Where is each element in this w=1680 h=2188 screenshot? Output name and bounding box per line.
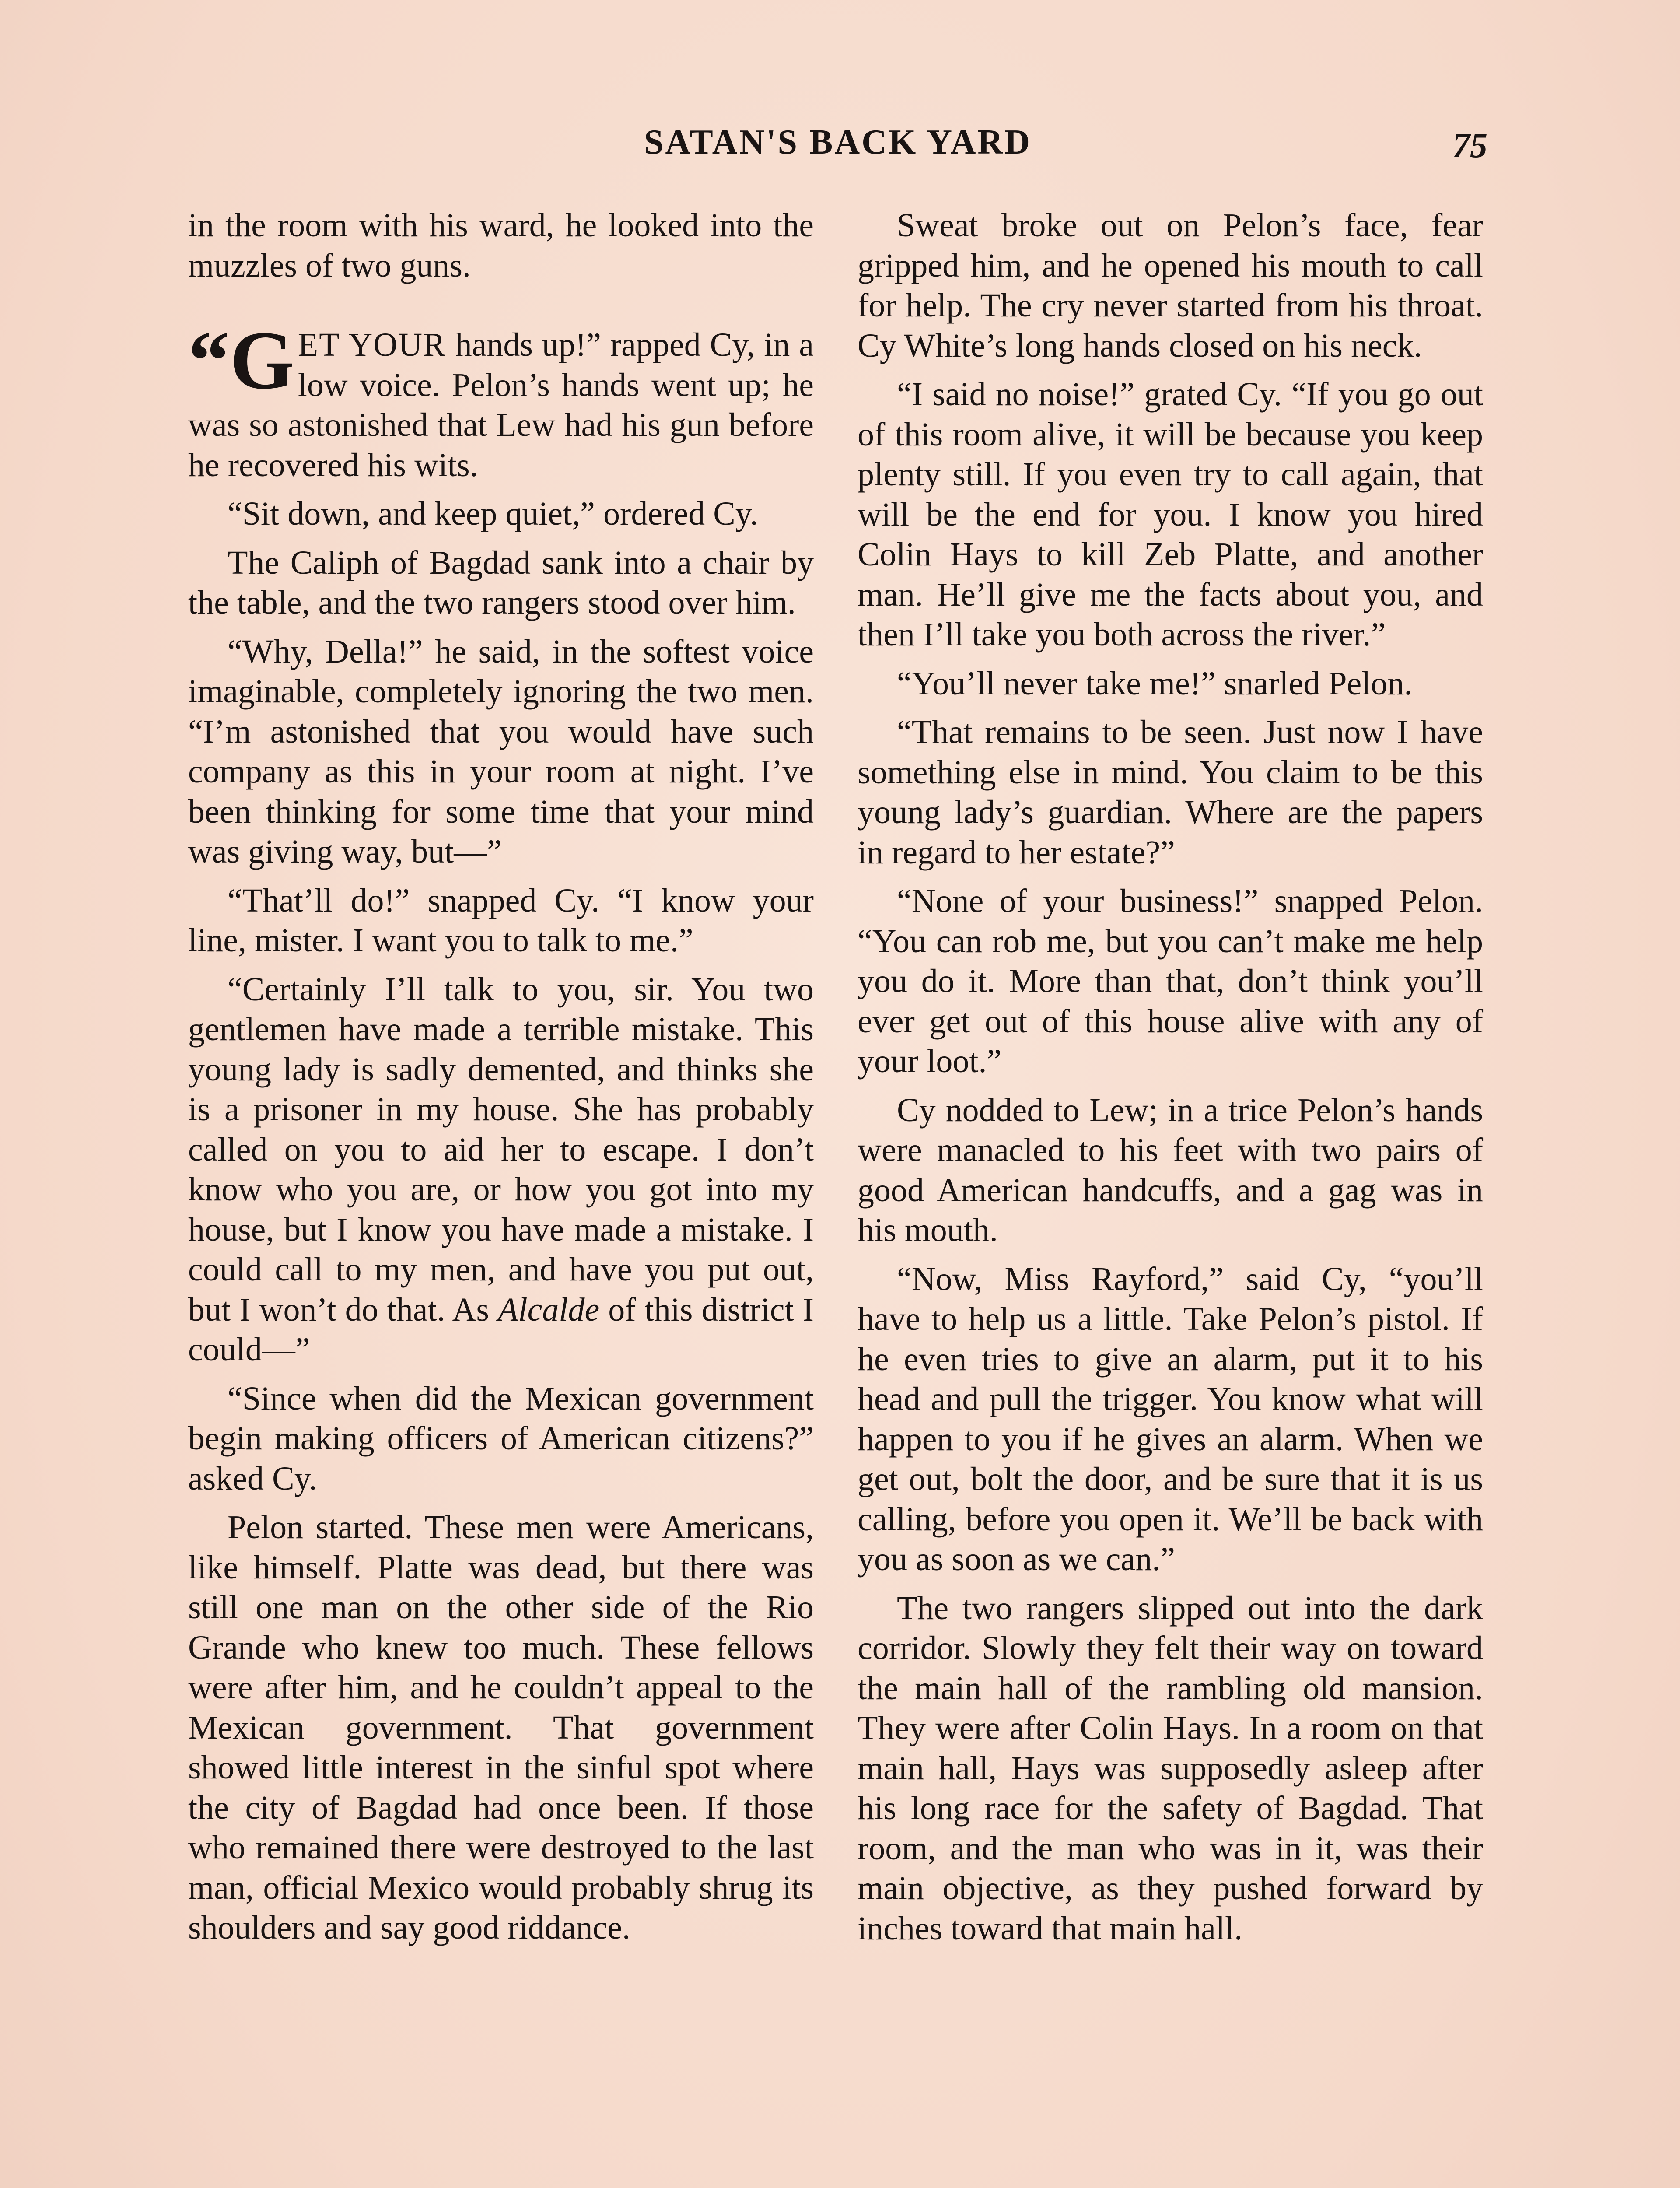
paragraph: Pelon started. These men were Americans, like himself. Platte was dead, but there was still one man on the other side of the Rio Grande who knew too much. These fellows were after him, and he couldn’t appeal to the Mexican government. That government showed little interest in the sinful spot where the city of Bagdad had once been. If those who remained there were destroyed to the last man, official Mexico would probably shrug its shoulders and say good riddance. [188,1509,814,1946]
paragraph: “You’ll never take me!” snarled Pelon. [897,665,1413,702]
paragraph: “I said no noise!” grated Cy. “If you go out of this room alive, it will be because you keep plenty still. If you even try to call again, that will be the end for you. I know you hired Colin Hays to kill Zeb Platte, and another man. He’ll give me the facts about you, and then I’ll take you both across the river.” [858,376,1483,653]
paragraph: “That remains to be seen. Just now I have something else in mind. You claim to be this young lady’s guardian. Where are the papers in regard to her estate?” [858,714,1483,871]
dropcap-rest-text: hands up!” rapped Cy, in a low voice. Pelon’s hands went up; he was so astonished that Lew had his gun before he recovered his wits. [188,326,814,484]
paragraph-text: “Certainly I’ll talk to you, sir. You two gentlemen have made a terrible mistake. This young lady is sadly demented, and thinks she is a prisoner in my house. She has probably called on you to aid her to escape. I don’t know who you are, or how you got into my house, but I know you have made a mistake. I could call to my men, and have you put out, but I won’t do that. As [188,971,814,1328]
drop-cap-letter: G [230,315,294,407]
right-column [858,206,1483,1957]
paragraph: The Caliph of Bagdad sank into a chair by the table, and the two rangers stood over him. [188,544,814,621]
running-title: SATAN'S BACK YARD [644,123,1032,161]
paragraph: “That’ll do!” snapped Cy. “I know your line, mister. I want you to talk to me.” [188,882,814,959]
paragraph-text: of this district I could—” [188,1291,814,1368]
paragraph: “Why, Della!” he said, in the softest voice imaginable, completely ignoring the two men. “I’m astonished that you would have such company as this in your room at night. I’ve been thinking for some time that your mind was giving way, but—” [188,633,814,870]
page-number: 75 [1452,126,1488,165]
paragraph: “None of your business!” snapped Pelon. “You can rob me, but you can’t make me help you do it. More than that, don’t think you’ll ever get out of this house alive with any of your loot.” [858,883,1483,1080]
running-head [188,123,1488,171]
dropcap-caps-text: ET YOUR [298,326,446,363]
paragraph: “Since when did the Mexican government begin making officers of American citizens?” asked Cy. [188,1380,814,1497]
paragraph: Sweat broke out on Pelon’s face, fear gripped him, and he opened his mouth to call for help. The cry never started from his throat. Cy White’s long hands closed on his neck. [858,207,1483,364]
paragraph: Cy nodded to Lew; in a trice Pelon’s hands were manacled to his feet with two pairs of good American handcuffs, and a gag was in his mouth. [858,1091,1483,1248]
drop-cap [188,315,294,407]
paragraph [188,970,814,1370]
paragraph: in the room with his ward, he looked into the muzzles of two guns. [188,207,814,284]
paragraph: “Sit down, and keep quiet,” ordered Cy. [228,495,758,532]
italic-text: Alcalde [498,1291,600,1328]
paragraph: The two rangers slipped out into the dark corridor. Slowly they felt their way on toward the main hall of the rambling old mansion. They were after Colin Hays. In a room on that main hall, Hays was supposedly asleep after his long race for the safety of Bagdad. That room, and the man who was in it, was their main objective, as they pushed forward by inches toward that main hall. [858,1589,1483,1947]
paragraph: “Now, Miss Rayford,” said Cy, “you’ll have to help us a little. Take Pelon’s pistol. If he even tries to give an alarm, put it to his head and pull the trigger. You know what will happen to you if he gives an alarm. When we get out, bolt the door, and be sure that it is us calling, before you open it. We’ll be back with you as soon as we can.” [858,1260,1483,1578]
paragraph-dropcap [188,315,814,485]
left-column [188,206,814,1957]
drop-cap-quote: “ [188,315,230,407]
